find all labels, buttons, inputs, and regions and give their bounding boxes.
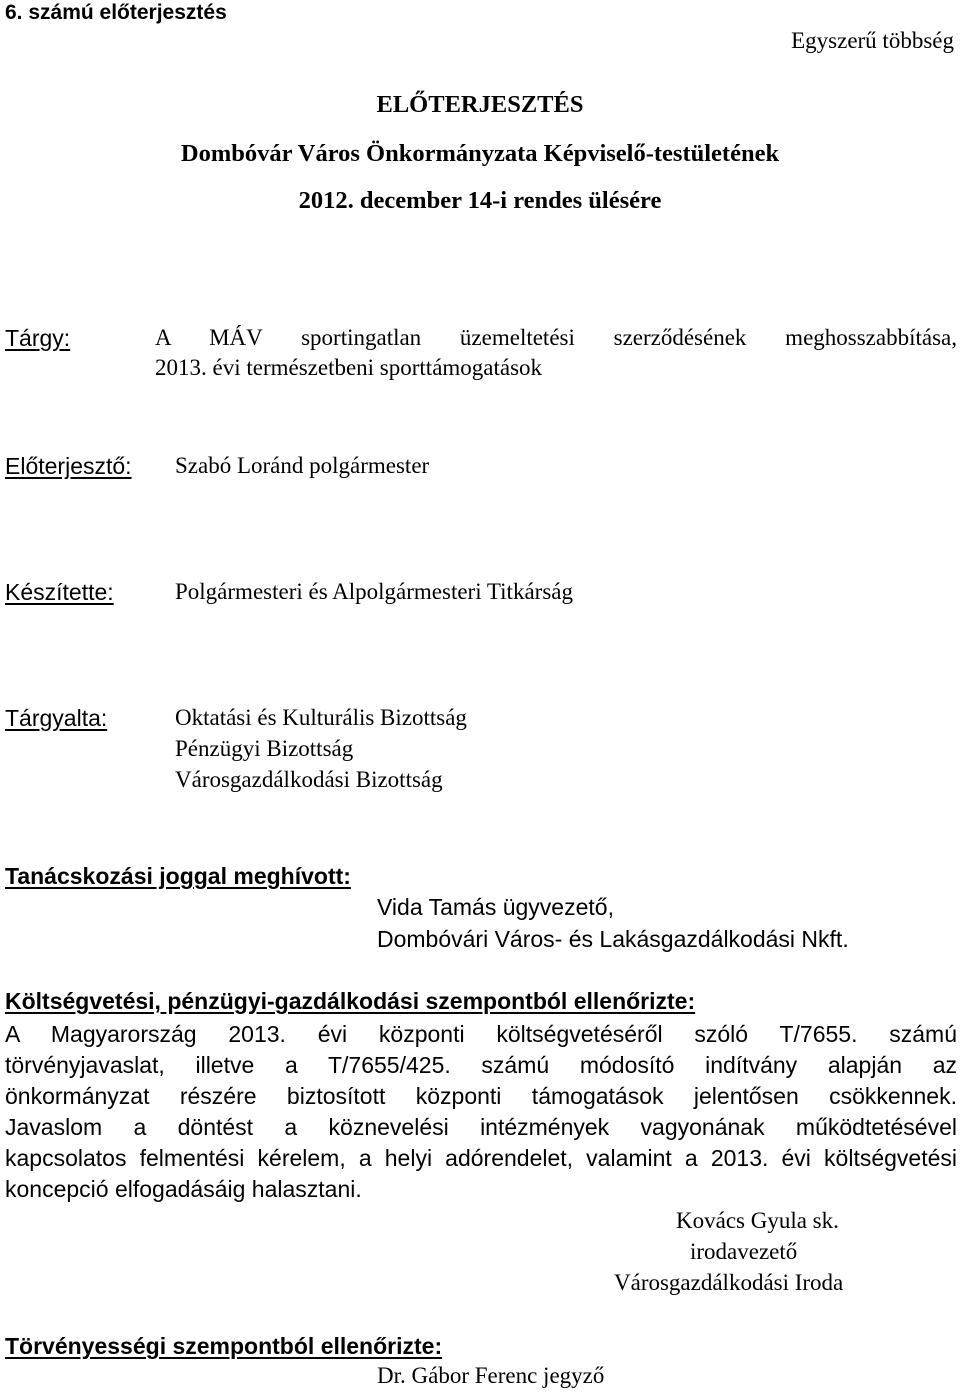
budget-signer-department: Városgazdálkodási Iroda [614,1270,844,1295]
budget-check-text-line: Javaslom a döntést a köznevelési intézmények vagyonának működtetésével [5,1114,957,1140]
committee-item: Városgazdálkodási Bizottság [175,767,443,792]
budget-signer-name: Kovács Gyula sk. [676,1208,839,1233]
budget-check-text-line: A Magyarország 2013. évi központi költségvetéséről szóló T/7655. számú [5,1021,957,1047]
subject-line-2: 2013. évi természetbeni sporttámogatások [155,355,543,380]
document-number: 6. számú előterjesztés [5,1,227,24]
prepared-value: Polgármesteri és Alpolgármesteri Titkárság [175,579,573,604]
subject-line-1: A MÁV sportingatlan üzemeltetési szerződésének meghosszabbítása, [155,325,957,350]
legal-check-signer: Dr. Gábor Ferenc jegyző [377,1363,605,1388]
invited-person: Vida Tamás ügyvezető, [377,894,614,920]
invited-organization: Dombóvári Város- és Lakásgazdálkodási Nkft. [377,926,849,952]
budget-check-text-line: koncepció elfogadásáig halasztani. [5,1176,362,1202]
meeting-date: 2012. december 14-i rendes ülésére [298,187,662,214]
majority-type: Egyszerű többség [791,28,954,53]
document-title: ELŐTERJESZTÉS [376,91,584,118]
discussed-label: Tárgyalta: [5,705,108,731]
subject-label: Tárgy: [5,325,71,351]
committee-item: Pénzügyi Bizottság [175,736,354,761]
council-name: Dombóvár Város Önkormányzata Képviselő-testületének [180,140,780,167]
budget-check-text-line: törvényjavaslat, illetve a T/7655/425. számú módosító indítvány alapján az [5,1052,957,1078]
budget-check-label: Költségvetési, pénzügyi-gazdálkodási szempontból ellenőrizte: [5,988,696,1014]
legal-check-label: Törvényességi szempontból ellenőrizte: [5,1333,443,1359]
prepared-label: Készítette: [5,579,114,605]
budget-check-text-line: kapcsolatos felmentési kérelem, a helyi adórendelet, valamint a 2013. évi költségvetési [5,1145,957,1171]
budget-check-text-line: önkormányzat részére biztosított központi támogatások jelentősen csökkennek. [5,1083,957,1109]
invited-label: Tanácskozási joggal meghívott: [5,863,351,889]
presenter-label: Előterjesztő: [5,453,132,479]
presenter-value: Szabó Loránd polgármester [175,453,430,478]
committee-item: Oktatási és Kulturális Bizottság [175,705,467,730]
budget-signer-title: irodavezető [690,1239,798,1264]
